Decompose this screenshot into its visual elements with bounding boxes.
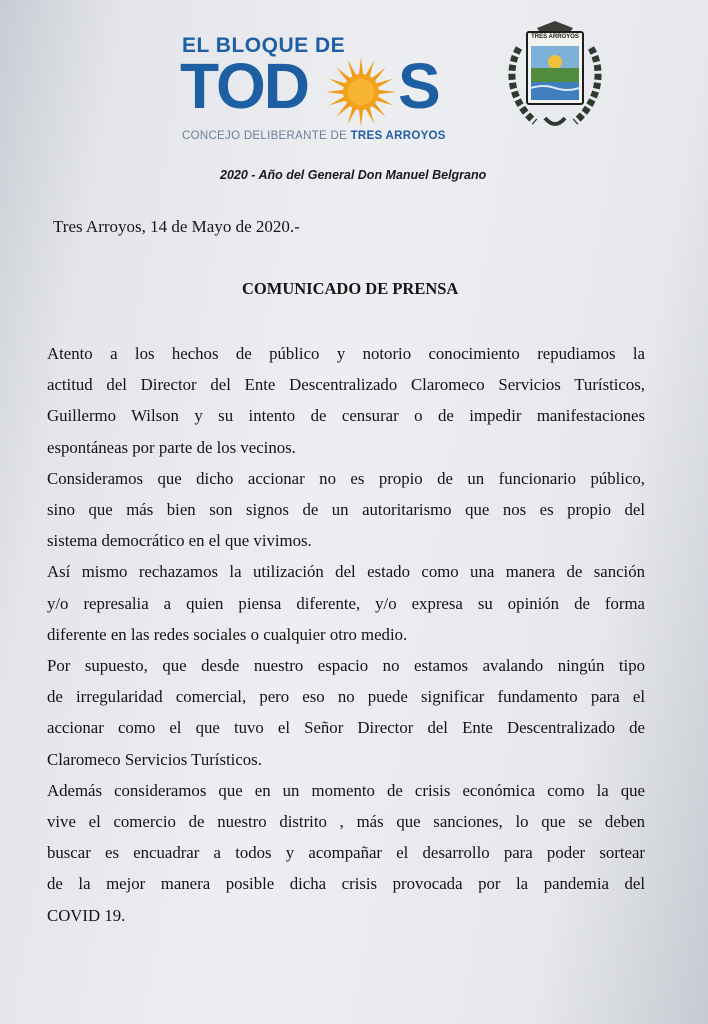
sun-icon xyxy=(325,56,397,128)
body-line: de irregularidad comercial, pero eso no puede significar fundamento para el xyxy=(47,687,645,707)
municipal-seal xyxy=(505,18,605,136)
bloque-de-todos-logo xyxy=(180,30,460,150)
sun-ray xyxy=(326,90,345,94)
sun-ray xyxy=(377,90,396,94)
body-line: COVID 19. xyxy=(47,905,126,925)
body-line: Consideramos que dicho accionar no es propio de un funcionario público, xyxy=(47,468,645,488)
body-line: sistema democrático en el que vivimos. xyxy=(47,531,312,551)
body-line: Guillermo Wilson y su intento de censurar o de impedir manifestaciones xyxy=(47,406,645,426)
body-line: accionar como el que tuvo el Señor Director del Ente Descentralizado de xyxy=(47,718,645,738)
body-line: y/o represalia a quien piensa diferente, y/o expresa su opinión de forma xyxy=(47,593,645,613)
body-line: Por supuesto, que desde nuestro espacio no estamos avalando ningún tipo xyxy=(47,656,645,676)
body-text xyxy=(47,338,645,931)
body-line: Atento a los hechos de público y notorio conocimiento repudiamos la xyxy=(47,344,645,363)
logo-line1: EL BLOQUE DE xyxy=(182,34,346,57)
body-line: Claromeco Servicios Turísticos. xyxy=(47,749,262,769)
body-line: espontáneas por parte de los vecinos. xyxy=(47,437,296,457)
sun-ray xyxy=(359,108,363,127)
sun-ray xyxy=(359,57,363,76)
logo-subtitle-bold: TRES ARROYOS xyxy=(350,130,446,142)
year-dedication: 2020 - Año del General Don Manuel Belgrano xyxy=(220,168,487,182)
body-line: de la mejor manera posible dicha crisis provocada por la pandemia del xyxy=(47,874,645,894)
body-line: Así mismo rechazamos la utilización del estado como una manera de sanción xyxy=(47,562,645,582)
body-line: diferente en las redes sociales o cualquier otro medio. xyxy=(47,624,408,644)
logo-subtitle-prefix: CONCEJO DELIBERANTE DE xyxy=(182,130,351,142)
logo-big-right: S xyxy=(398,50,441,122)
body-line: buscar es encuadrar a todos y acompañar el desarrollo para poder sortear xyxy=(47,843,645,863)
seal-label: TRES ARROYOS xyxy=(531,34,579,40)
body-line: Además consideramos que en un momento de crisis económica como la que xyxy=(47,780,645,800)
logo-subtitle xyxy=(182,130,446,142)
document-title: COMUNICADO DE PRENSA xyxy=(242,279,459,298)
body-line: actitud del Director del Ente Descentralizado Claromeco Servicios Turísticos, xyxy=(47,375,645,395)
date-line: Tres Arroyos, 14 de Mayo de 2020.- xyxy=(53,217,300,236)
body-line: sino que más bien son signos de un autoritarismo que nos es propio del xyxy=(47,500,645,520)
body-line: vive el comercio de nuestro distrito , más que sanciones, lo que se deben xyxy=(47,812,645,832)
logo-big-left: TOD xyxy=(180,50,308,122)
